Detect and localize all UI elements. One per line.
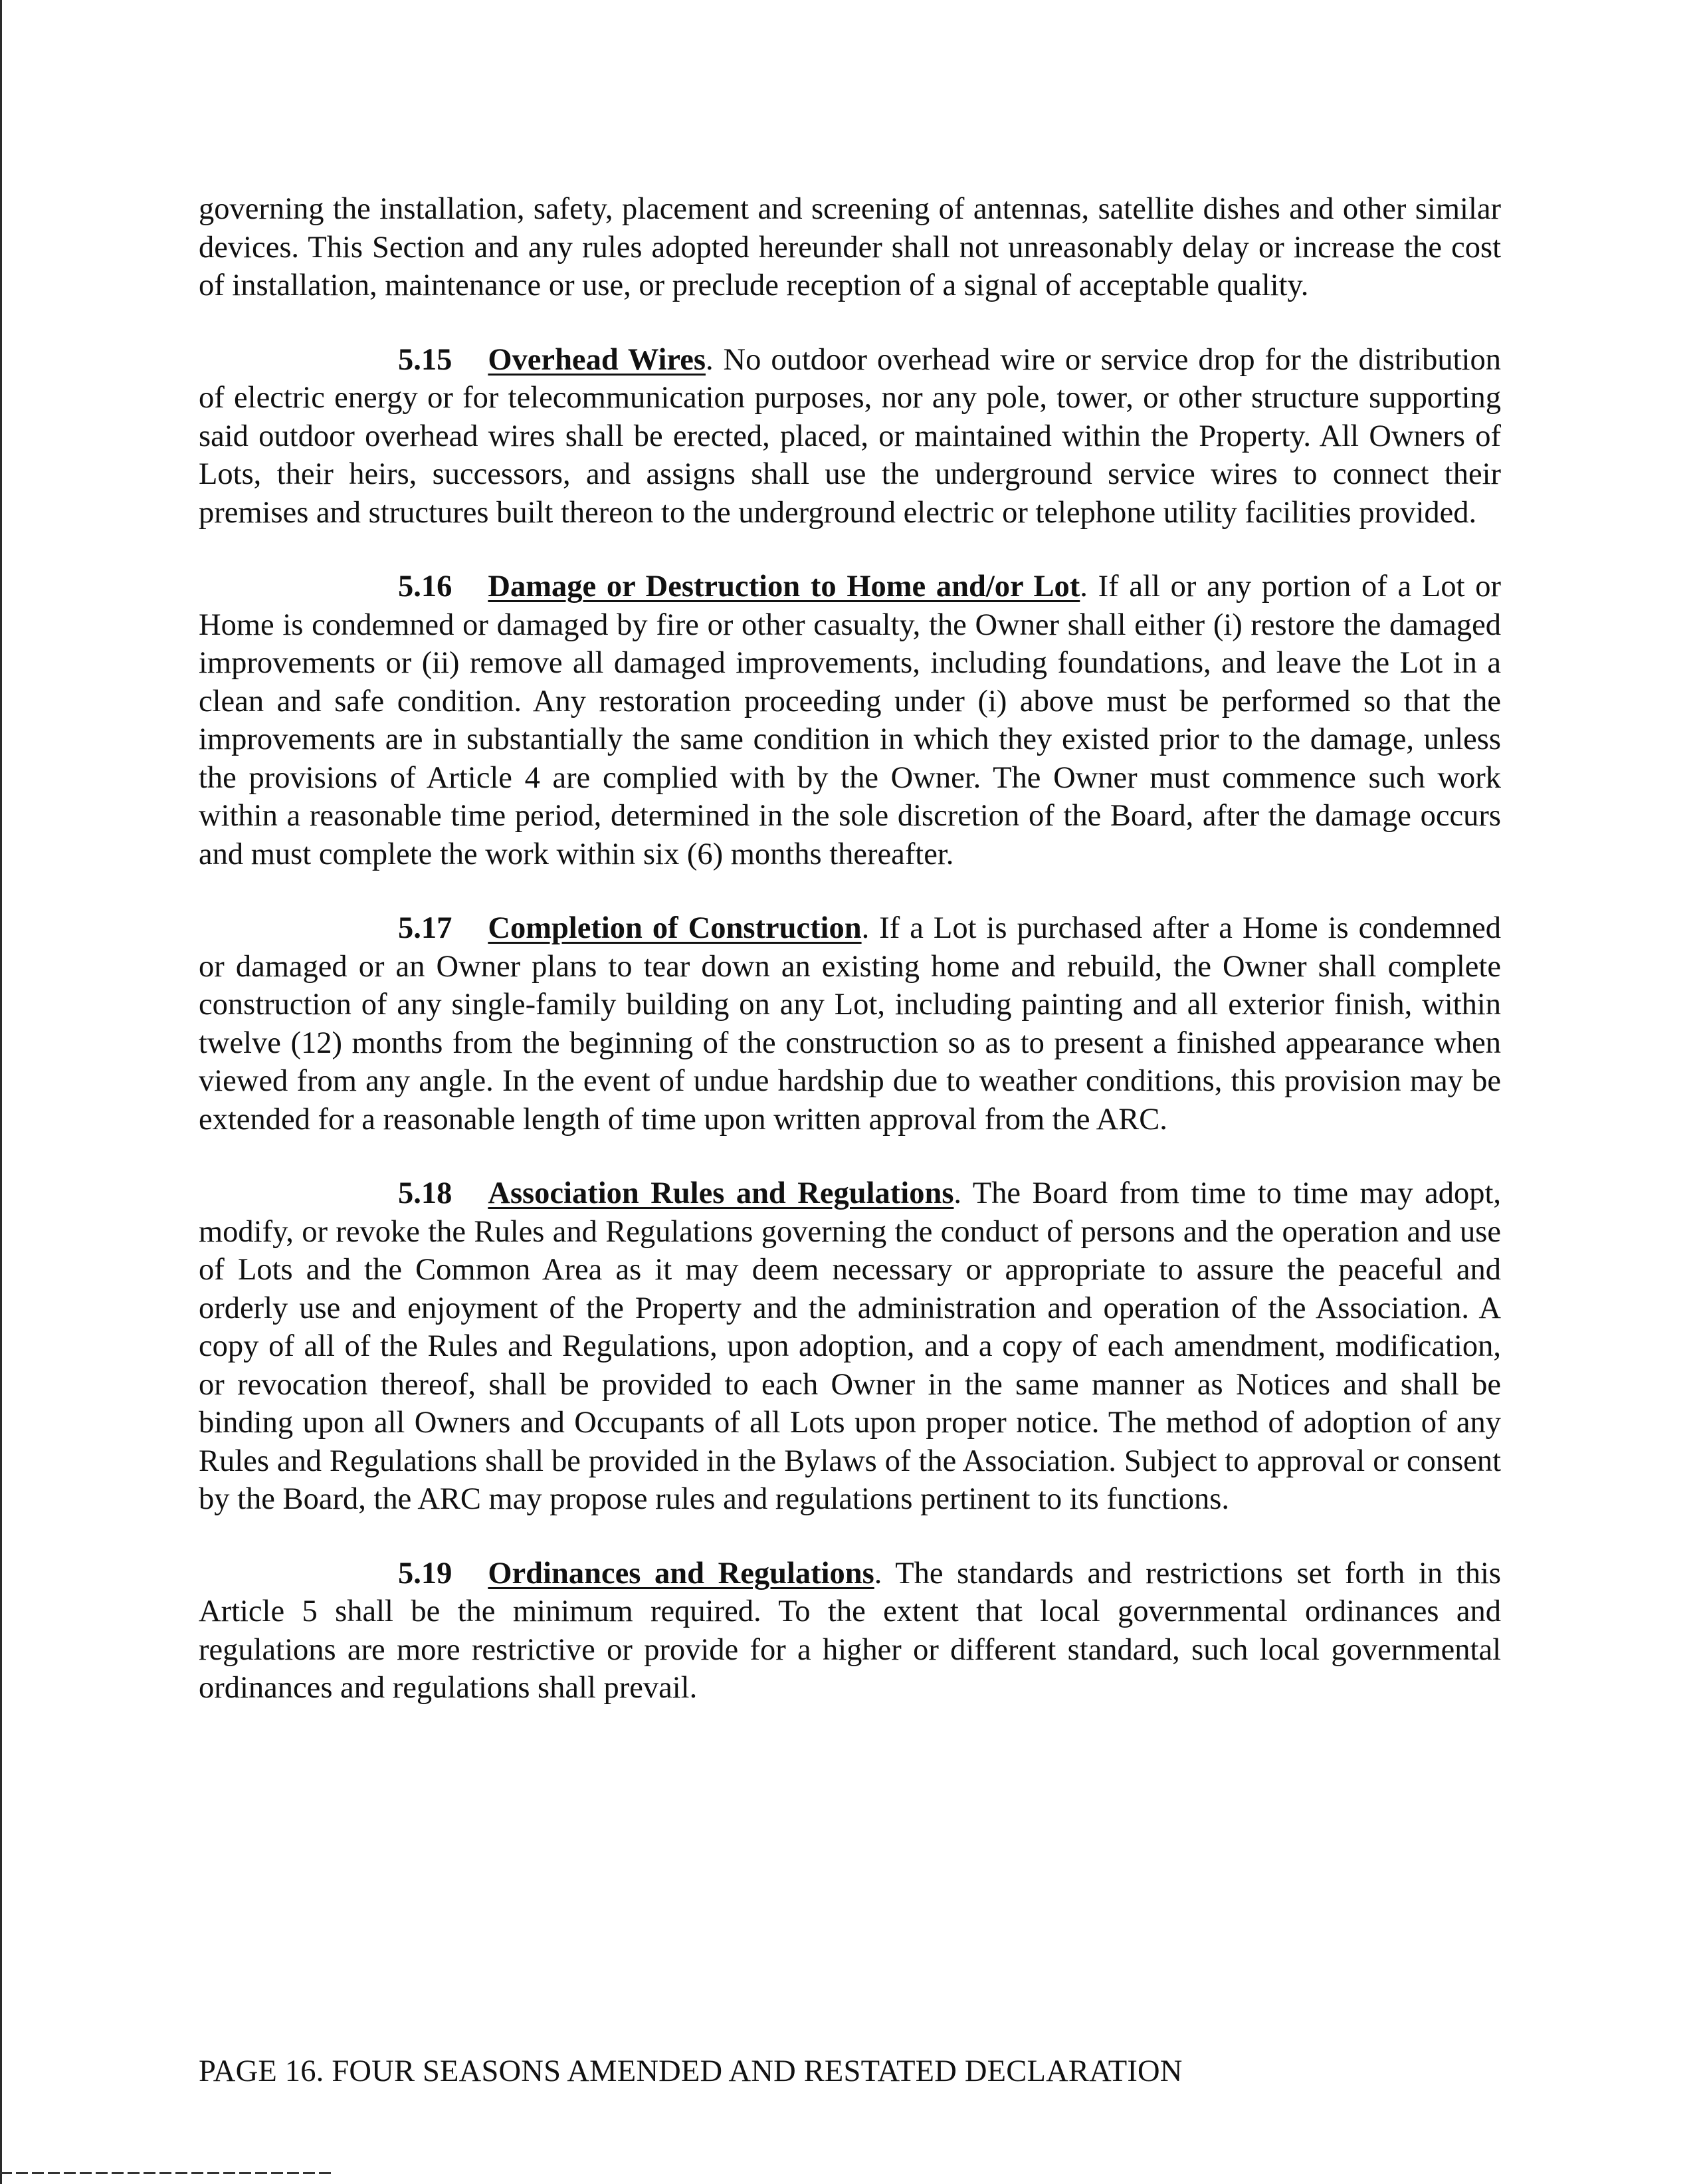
section-5-18 (199, 1174, 1501, 1519)
section-5-17 (199, 909, 1501, 1139)
section-number: 5.18 (398, 1176, 452, 1210)
section-5-15 (199, 341, 1501, 532)
section-body: . The Board from time to time may adopt, modify, or revoke the Rules and Regulations governing the conduct of persons and the operation and use of Lots and the Common Area as it may deem necessary or appropriate to assure the peaceful and orderly use and enjoyment of the Property and the administration and operation of the Association. A copy of all of the Rules and Regulations, upon adoption, and a copy of each amendment, modification, or revocation thereof, shall be provided to each Owner in the same manner as Notices and shall be binding upon all Owners and Occupants of all Lots upon proper notice. The method of adoption of any Rules and Regulations shall be provided in the Bylaws of the Association. Subject to approval or consent by the Board, the ARC may propose rules and regulations pertinent to its functions. (199, 1176, 1502, 1516)
section-body: . If a Lot is purchased after a Home is condemned or damaged or an Owner plans to tear down an existing home and rebuild, the Owner shall complete construction of any single-family building on any Lot, including painting and all exterior finish, within twelve (12) months from the beginning of the construction so as to present a finished appearance when viewed from any angle. In the event of undue hardship due to weather conditions, this provision may be extended for a reasonable length of time upon written approval from the ARC. (199, 911, 1501, 1137)
section-5-19 (199, 1555, 1501, 1707)
section-number: 5.16 (398, 570, 452, 603)
scan-edge-left (0, 0, 2, 2184)
section-number: 5.17 (398, 911, 452, 945)
section-5-16 (199, 568, 1501, 873)
section-heading: Overhead Wires (488, 342, 706, 377)
scan-edge-bottom (0, 2172, 332, 2174)
section-heading: Completion of Construction (488, 911, 862, 945)
section-body: . No outdoor overhead wire or service drop for the distribution of electric energy or for telecommunication purposes, nor any pole, tower, or other structure supporting said outdoor overhead wires shall be erected, placed, or maintained within the Property. All Owners of Lots, their heirs, successors, and assigns shall use the underground service wires to connect their premises and structures built thereon to the underground electric or telephone utility facilities provided. (199, 342, 1501, 530)
section-body: . If all or any portion of a Lot or Home is condemned or damaged by fire or other casualty, the Owner shall either (i) restore the damaged improvements or (ii) remove all damaged improvements, including foundations, and leave the Lot in a clean and safe condition. Any restoration proceeding under (i) above must be performed so that the improvements are in substantially the same condition in which they existed prior to the damage, unless the provisions of Article 4 are complied with by the Owner. The Owner must commence such work within a reasonable time period, determined in the sole discretion of the Board, after the damage occurs and must complete the work within six (6) months thereafter. (199, 570, 1501, 871)
intro-paragraph: governing the installation, safety, placement and screening of antennas, satellite dishes and other similar devices. This Section and any rules adopted hereunder shall not unreasonably delay or increase the cost of installation, maintenance or use, or preclude reception of a signal of acceptable quality. (199, 192, 1501, 302)
document-body (199, 190, 1501, 1743)
section-number: 5.15 (398, 342, 452, 377)
section-heading: Ordinances and Regulations (488, 1556, 874, 1590)
section-heading: Association Rules and Regulations (488, 1176, 954, 1210)
page-footer: PAGE 16. FOUR SEASONS AMENDED AND RESTATED DECLARATION (199, 2054, 1183, 2088)
section-number: 5.19 (398, 1556, 452, 1590)
section-body: . The standards and restrictions set forth in this Article 5 shall be the minimum required. To the extent that local governmental ordinances and regulations are more restrictive or provide for a higher or different standard, such local governmental ordinances and regulations shall prevail. (199, 1556, 1501, 1705)
section-heading: Damage or Destruction to Home and/or Lot (488, 570, 1080, 603)
